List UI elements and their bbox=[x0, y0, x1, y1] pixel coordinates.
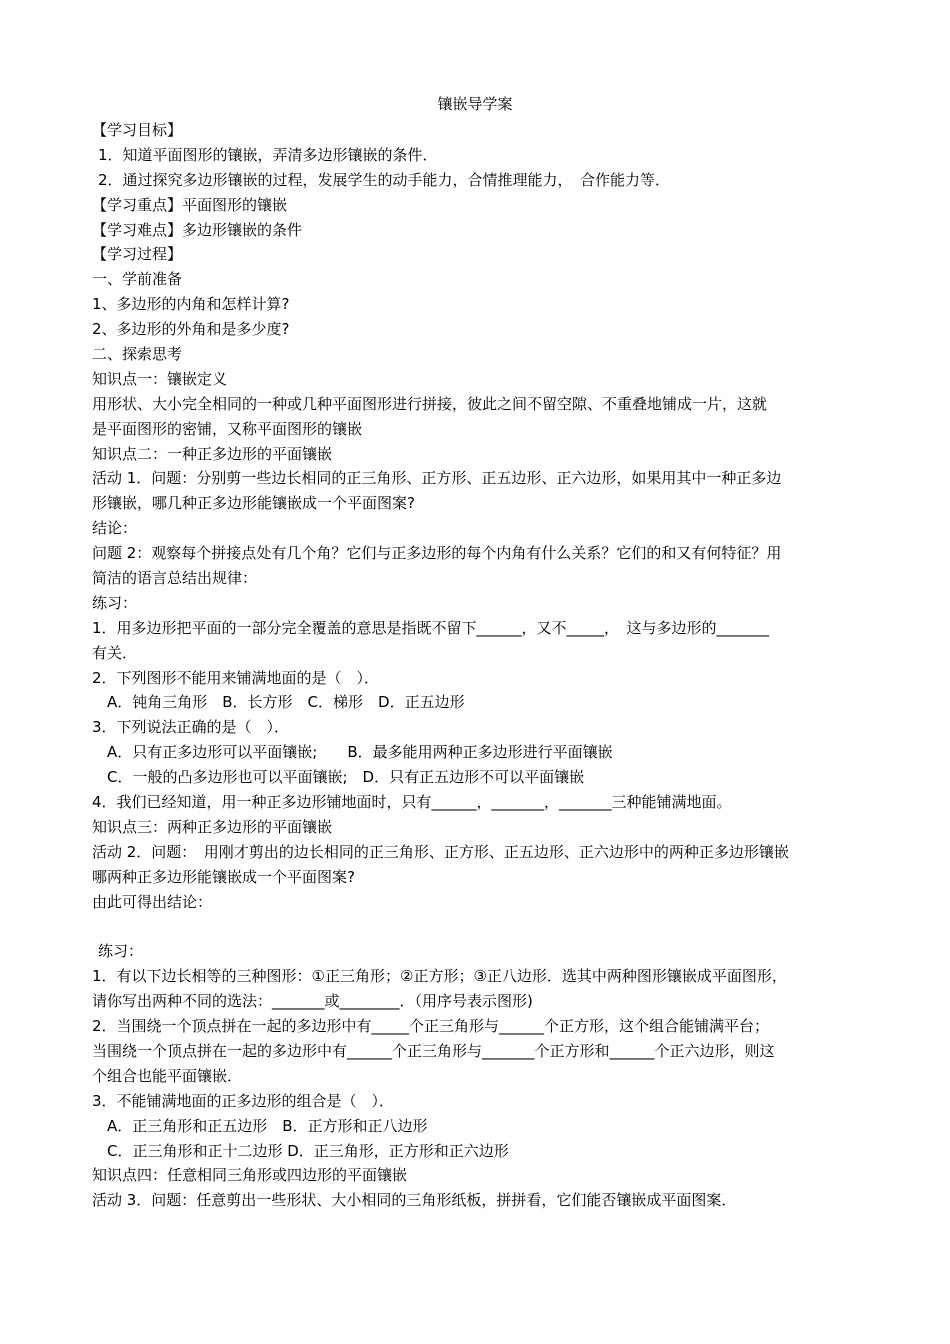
exercise-1-4: 4．我们已经知道，用一种正多边形铺地面时，只有______，_______，_______三种能铺满地面。 bbox=[92, 793, 732, 812]
section-heading-process: 【学习过程】 bbox=[92, 245, 183, 264]
definition-line-1: 用形状、大小完全相同的一种或几种平面图形进行拼接，彼此之间不留空隙、不重叠地铺成一片，这就 bbox=[92, 394, 768, 413]
prep-question-1: 1、多边形的内角和怎样计算? bbox=[92, 295, 290, 314]
activity-1-line-1: 活动 1．问题：分别剪一些边长相同的正三角形、正方形、正五边形、正六边形，如果用其中一种正多边 bbox=[92, 469, 782, 488]
question-2-line-1: 问题 2：观察每个拼接点处有几个角？它们与正多边形的每个内角有什么关系？它们的和又有何特征？用 bbox=[92, 544, 782, 563]
exercise-2-1-line-1: 1．有以下边长相等的三种图形：①正三角形；②正方形；③正八边形．选其中两种图形镶嵌成平面图形， bbox=[92, 967, 787, 986]
exercise-1-2: 2．下列图形不能用来铺满地面的是（ ）． bbox=[92, 668, 380, 687]
activity-2-line-1: 活动 2．问题： 用刚才剪出的边长相同的正三角形、正方形、正五边形、正六边形中的两种正多边形镶嵌 bbox=[92, 842, 789, 861]
document-title: 镶嵌导学案 bbox=[437, 95, 513, 113]
exercise-2-2-line-3: 个组合也能平面镶嵌． bbox=[92, 1066, 243, 1085]
question-2-line-2: 简洁的语言总结出规律： bbox=[92, 569, 258, 588]
exercise-2-3: 3．不能铺满地面的正多边形的组合是（ ）． bbox=[92, 1091, 395, 1110]
prep-question-2: 2、多边形的外角和是多少度? bbox=[92, 320, 290, 339]
knowledge-point-3: 知识点三：两种正多边形的平面镶嵌 bbox=[92, 817, 333, 836]
exercise-1-3: 3．下列说法正确的是（ ）． bbox=[92, 718, 290, 737]
knowledge-point-2: 知识点二：一种正多边形的平面镶嵌 bbox=[92, 444, 333, 463]
objective-2: 2．通过探究多边形镶嵌的过程，发展学生的动手能力，合情推理能力， 合作能力等． bbox=[98, 170, 671, 189]
knowledge-point-4: 知识点四：任意相同三角形或四边形的平面镶嵌 bbox=[92, 1166, 408, 1185]
exercise-1-1: 1．用多边形把平面的一部分完全覆盖的意思是指既不留下______，又不_____， 这与多边形的_______ bbox=[92, 618, 770, 637]
exercise-2-3-options-ab: A．正三角形和正五边形 B．正方形和正八边形 bbox=[107, 1116, 428, 1135]
objective-1: 1．知道平面图形的镶嵌，弄清多边形镶嵌的条件． bbox=[98, 145, 438, 164]
exercise-heading-1: 练习： bbox=[92, 593, 138, 612]
exercise-2-2-line-2: 当围绕一个顶点拼在一起的多边形中有______个正三角形与_______个正方形和______个正六边形，则这 bbox=[92, 1041, 775, 1060]
exercise-1-1-cont: 有关． bbox=[92, 643, 138, 662]
difficult-point: 【学习难点】多边形镶嵌的条件 bbox=[92, 220, 303, 239]
exercise-1-2-options: A．钝角三角形 B．长方形 C．梯形 D．正五边形 bbox=[107, 693, 465, 712]
conclusion-label: 结论： bbox=[92, 519, 138, 538]
definition-line-2: 是平面图形的密铺，又称平面图形的镶嵌 bbox=[92, 419, 363, 438]
part-one-heading: 一、学前准备 bbox=[92, 270, 183, 289]
conclusion-2-label: 由此可得出结论： bbox=[92, 892, 213, 911]
exercise-2-3-options-cd: C．正三角形和正十二边形 D．正三角形，正方形和正六边形 bbox=[107, 1141, 509, 1160]
part-two-heading: 二、探索思考 bbox=[92, 345, 183, 364]
document-body bbox=[92, 118, 872, 1213]
knowledge-point-1: 知识点一：镶嵌定义 bbox=[92, 369, 228, 388]
exercise-1-3-options-cd: C．一般的凸多边形也可以平面镶嵌; D．只有正五边形不可以平面镶嵌 bbox=[107, 768, 585, 787]
activity-2-line-2: 哪两种正多边形能镶嵌成一个平面图案? bbox=[92, 867, 355, 886]
blank-line bbox=[92, 915, 872, 940]
exercise-2-1-line-2: 请你写出两种不同的选法：_______或________．（用序号表示图形) bbox=[92, 992, 533, 1011]
exercise-2-2-line-1: 2．当围绕一个顶点拼在一起的多边形中有_____个正三角形与______个正方形，这个组合能铺满平台； bbox=[92, 1017, 770, 1036]
exercise-heading-2: 练习： bbox=[98, 942, 144, 961]
key-point: 【学习重点】平面图形的镶嵌 bbox=[92, 195, 288, 214]
activity-3: 活动 3．问题：任意剪出一些形状、大小相同的三角形纸板，拼拼看，它们能否镶嵌成平面图案． bbox=[92, 1191, 737, 1210]
exercise-1-3-options-ab: A．只有正多边形可以平面镶嵌; B．最多能用两种正多边形进行平面镶嵌 bbox=[107, 743, 613, 762]
activity-1-line-2: 形镶嵌，哪几种正多边形能镶嵌成一个平面图案? bbox=[92, 494, 415, 513]
section-heading-objectives: 【学习目标】 bbox=[92, 121, 183, 139]
